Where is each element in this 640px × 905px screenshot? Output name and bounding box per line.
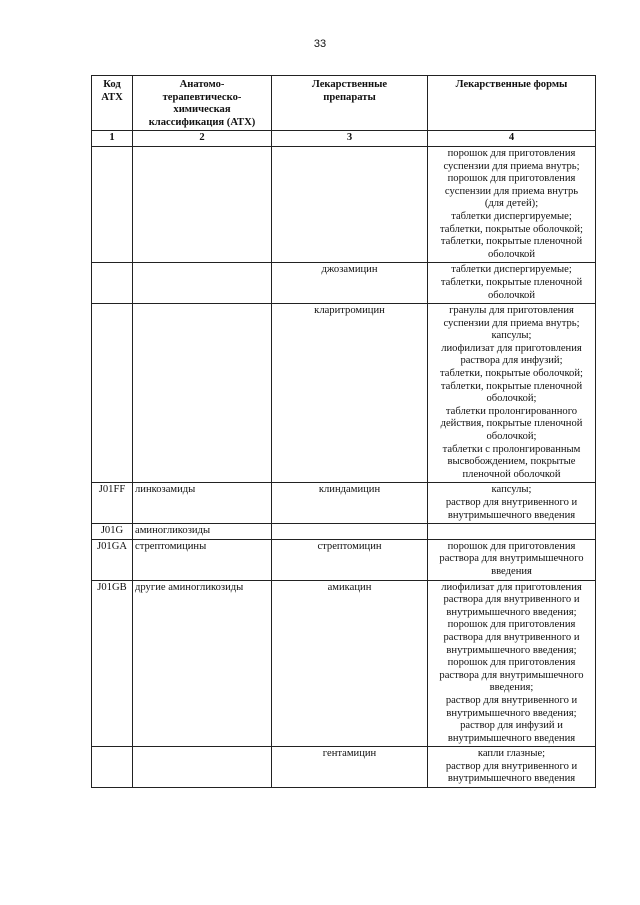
column-number: 2 bbox=[133, 131, 272, 147]
classification-cell: линкозамиды bbox=[133, 483, 272, 524]
dosage-form-line: раствора для внутримышечного bbox=[439, 553, 584, 565]
dosage-form-line: капсулы; bbox=[491, 484, 532, 496]
table-row bbox=[92, 539, 596, 580]
dosage-form-line: суспензии для приема внутрь bbox=[444, 185, 579, 197]
atx-code-cell: J01GA bbox=[92, 539, 133, 580]
atx-code-cell bbox=[92, 304, 133, 483]
drug-name-cell bbox=[272, 146, 428, 262]
drug-name-cell: гентамицин bbox=[272, 747, 428, 788]
dosage-form-line: суспензии для приема внутрь; bbox=[443, 317, 580, 329]
drug-name-cell: клиндамицин bbox=[272, 483, 428, 524]
dosage-form-line: высвобождением, покрытые bbox=[447, 456, 576, 468]
dosage-form-line: порошок для приготовления bbox=[447, 147, 576, 159]
dosage-form-line: порошок для приготовления bbox=[447, 619, 576, 631]
dosage-form-line: таблетки с пролонгированным bbox=[442, 443, 581, 455]
page-number: 33 bbox=[313, 38, 327, 50]
dosage-form-line: оболочкой; bbox=[486, 431, 537, 443]
table-row bbox=[92, 263, 596, 304]
dosage-form-line: лиофилизат для приготовления bbox=[441, 342, 582, 354]
dosage-form-line: таблетки диспергируемые; bbox=[451, 210, 572, 222]
atx-code-cell: J01GB bbox=[92, 580, 133, 747]
dosage-form-line: таблетки, покрытые пленочной bbox=[440, 276, 583, 288]
drug-name-cell: стрептомицин bbox=[272, 539, 428, 580]
classification-cell bbox=[133, 304, 272, 483]
classification-cell bbox=[133, 263, 272, 304]
dosage-forms-cell bbox=[428, 539, 596, 580]
drug-name-cell: джозамицин bbox=[272, 263, 428, 304]
dosage-form-line: раствор для внутривенного и bbox=[445, 694, 578, 706]
classification-cell: аминогликозиды bbox=[133, 524, 272, 540]
header-row bbox=[92, 76, 596, 131]
dosage-form-line: внутримышечного введения bbox=[447, 509, 576, 521]
dosage-form-line: внутримышечного введения; bbox=[446, 644, 577, 656]
column-number: 1 bbox=[92, 131, 133, 147]
dosage-form-line: таблетки, покрытые оболочкой; bbox=[440, 368, 583, 380]
dosage-form-line: оболочкой; bbox=[486, 393, 537, 405]
dosage-forms-cell bbox=[428, 483, 596, 524]
dosage-forms-cell bbox=[428, 263, 596, 304]
header-forms: Лекарственные формы bbox=[428, 76, 596, 131]
dosage-form-line: таблетки, покрытые пленочной bbox=[440, 380, 583, 392]
dosage-form-line: лиофилизат для приготовления bbox=[441, 581, 582, 593]
dosage-forms-cell bbox=[428, 747, 596, 788]
dosage-form-line: (для детей); bbox=[484, 198, 539, 210]
column-number: 4 bbox=[428, 131, 596, 147]
dosage-form-line: пленочной оболочкой bbox=[462, 468, 561, 480]
classification-cell bbox=[133, 146, 272, 262]
dosage-forms-cell bbox=[428, 304, 596, 483]
table-row bbox=[92, 146, 596, 262]
column-number: 3 bbox=[272, 131, 428, 147]
dosage-form-line: внутримышечного введения; bbox=[446, 606, 577, 618]
dosage-form-line: действия, покрытые пленочной bbox=[440, 418, 583, 430]
dosage-form-line: оболочкой bbox=[487, 248, 536, 260]
dosage-form-line: капли глазные; bbox=[477, 748, 546, 760]
dosage-form-line: таблетки, покрытые оболочкой; bbox=[440, 223, 583, 235]
classification-cell bbox=[133, 747, 272, 788]
header-code: Код АТХ bbox=[92, 76, 133, 131]
table-row bbox=[92, 304, 596, 483]
atx-code-cell bbox=[92, 263, 133, 304]
table-row bbox=[92, 483, 596, 524]
atx-code-cell: J01G bbox=[92, 524, 133, 540]
table-body bbox=[92, 146, 596, 787]
dosage-form-line: раствор для внутривенного и bbox=[445, 497, 578, 508]
dosage-forms-cell bbox=[428, 580, 596, 747]
dosage-form-line: таблетки диспергируемые; bbox=[451, 264, 572, 276]
dosage-form-line: введения; bbox=[489, 682, 534, 694]
dosage-form-line: таблетки пролонгированного bbox=[445, 405, 578, 417]
dosage-form-line: раствора для внутримышечного bbox=[439, 669, 584, 681]
dosage-form-line: раствор для инфузий и bbox=[460, 720, 563, 732]
dosage-form-line: суспензии для приема внутрь; bbox=[443, 160, 580, 172]
drug-name-cell bbox=[272, 524, 428, 540]
table-row bbox=[92, 524, 596, 540]
dosage-forms-cell bbox=[428, 524, 596, 540]
dosage-form-line: раствор для внутривенного и bbox=[445, 760, 578, 772]
dosage-form-line: введения bbox=[491, 565, 532, 577]
header-classification: Анатомо- терапевтическо- химическая классификация (АТХ) bbox=[133, 76, 272, 131]
dosage-form-line: гранулы для приготовления bbox=[449, 305, 574, 317]
atx-code-cell: J01FF bbox=[92, 483, 133, 524]
dosage-form-line: капсулы; bbox=[491, 330, 532, 342]
atx-code-cell bbox=[92, 747, 133, 788]
drug-name-cell: кларитромицин bbox=[272, 304, 428, 483]
dosage-form-line: раствора для внутривенного и bbox=[443, 594, 580, 606]
dosage-form-line: раствора для инфузий; bbox=[460, 355, 563, 367]
dosage-form-line: внутримышечного введения bbox=[447, 773, 576, 785]
drug-name-cell: амикацин bbox=[272, 580, 428, 747]
dosage-form-line: порошок для приготовления bbox=[447, 657, 576, 669]
table-row bbox=[92, 580, 596, 747]
classification-cell: другие аминогликозиды bbox=[133, 580, 272, 747]
atx-code-cell bbox=[92, 146, 133, 262]
classification-cell: стрептомицины bbox=[133, 539, 272, 580]
dosage-form-line: таблетки, покрытые пленочной bbox=[440, 236, 583, 248]
column-number-row bbox=[92, 131, 596, 147]
dosage-forms-cell bbox=[428, 146, 596, 262]
dosage-form-line: внутримышечного введения bbox=[447, 732, 576, 744]
dosage-form-line: внутримышечного введения; bbox=[446, 707, 577, 719]
dosage-form-line: порошок для приготовления bbox=[447, 173, 576, 185]
header-drugs: Лекарственные препараты bbox=[272, 76, 428, 131]
dosage-form-line: порошок для приготовления bbox=[447, 540, 576, 552]
table-row bbox=[92, 747, 596, 788]
dosage-form-line: оболочкой bbox=[487, 289, 536, 301]
dosage-form-line: раствора для внутривенного и bbox=[443, 631, 580, 643]
atx-drug-table bbox=[91, 75, 596, 788]
